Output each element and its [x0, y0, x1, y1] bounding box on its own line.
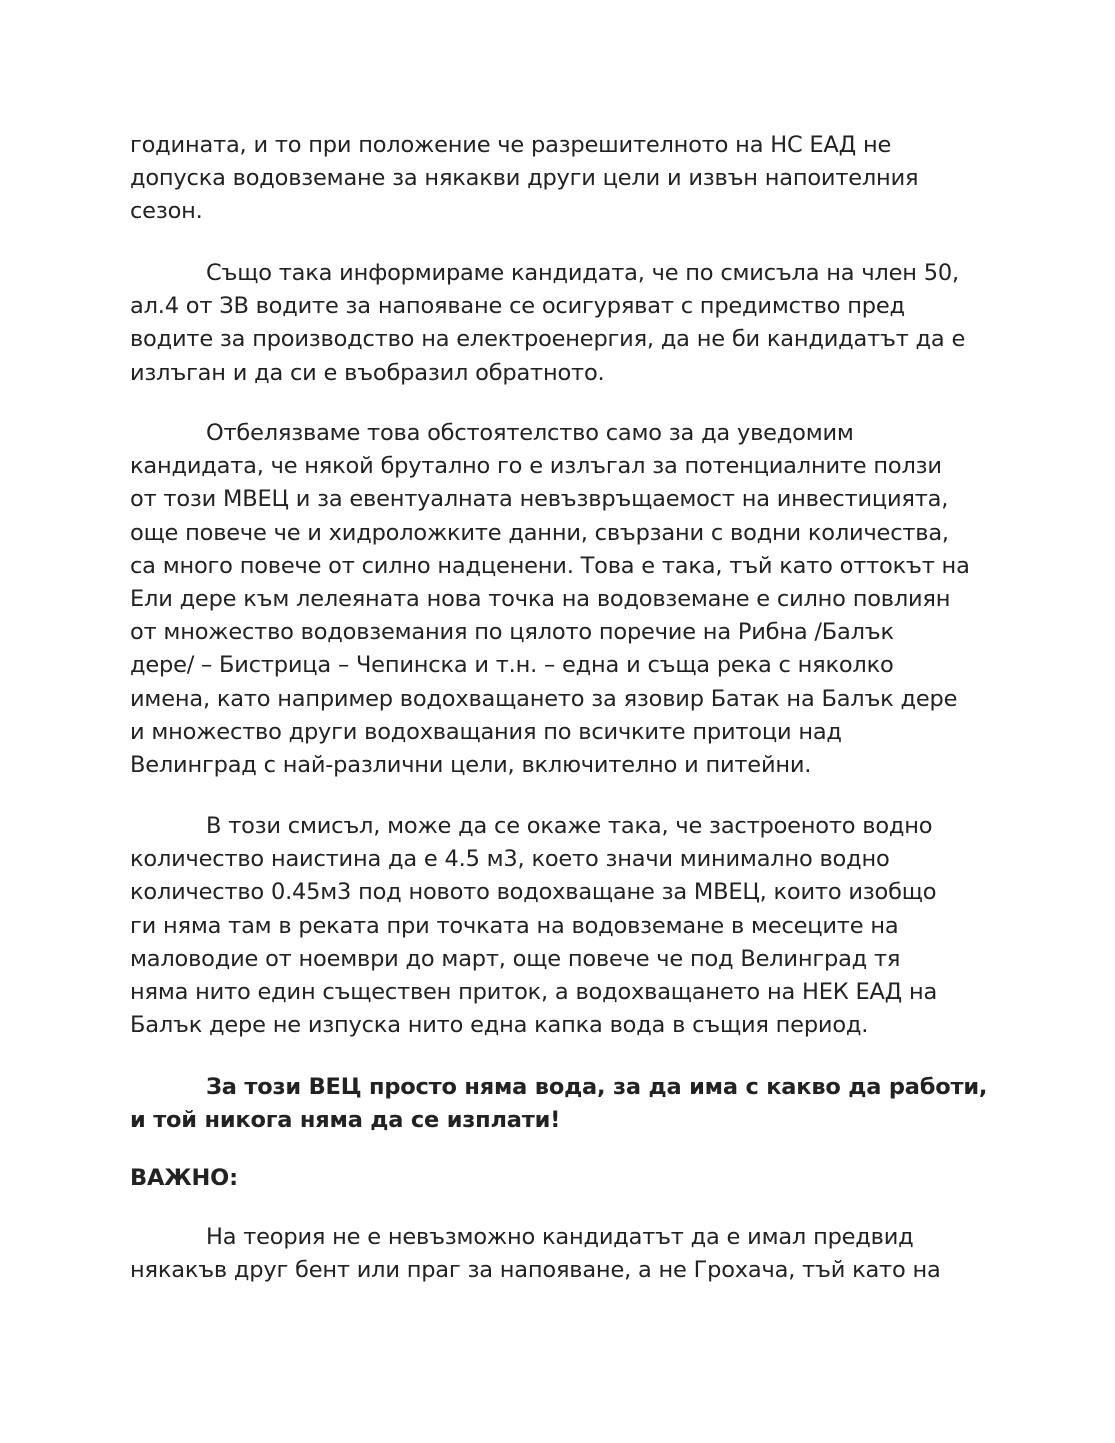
text-line: допуска водовземане за някакви други цели и извън напоителния — [130, 165, 919, 192]
paragraph-3 — [130, 417, 1000, 782]
text-line: и той никога няма да се изплати! — [130, 1107, 561, 1134]
text-line: няма нито един съществен приток, а водохващането на НЕК ЕАД на — [130, 979, 938, 1006]
text-line: и множество други водохващания по всичките притоци над — [130, 718, 842, 745]
paragraph-4 — [130, 810, 1000, 1042]
text-line: кандидата, че някой брутално го е излъгал за потенциалните ползи — [130, 453, 942, 480]
heading-text: ВАЖНО: — [130, 1165, 238, 1191]
section-heading-important — [130, 1162, 1000, 1195]
text-line: дере/ – Бистрица – Чепинска и т.н. – една и съща река с няколко — [130, 652, 894, 679]
text-line: В този смисъл, може да се окаже така, че застроеното водно — [206, 813, 933, 839]
text-line: ал.4 от ЗВ водите за напояване се осигуряват с предимство пред — [130, 293, 905, 320]
text-line: Също така информираме кандидата, че по смисъла на член 50, — [206, 260, 959, 286]
text-line: от множество водовземания по цялото поречие на Рибна /Балък — [130, 619, 894, 646]
text-line: още повече че и хидроложките данни, свързани с водни количества, — [130, 519, 949, 546]
text-line: Отбелязваме това обстоятелство само за да уведомим — [206, 420, 854, 446]
text-line: водите за производство на електроенергия, да не би кандидатът да е — [130, 326, 966, 353]
text-line: ги няма там в реката при точката на водовземане в месеците на — [130, 912, 899, 939]
text-line: излъган и да си е въобразил обратното. — [130, 359, 605, 386]
text-line: За този ВЕЦ просто няма вода, за да има с какво да работи, — [206, 1074, 988, 1100]
text-line: Велинград с най-различни цели, включително и питейни. — [130, 752, 812, 779]
paragraph-2 — [130, 257, 1000, 390]
text-line: Балък дере не изпуска нито една капка вода в същия период. — [130, 1012, 869, 1039]
emphasis-paragraph — [130, 1071, 1000, 1137]
text-line: Ели дере към лелеяната нова точка на водовземане е силно повлиян — [130, 586, 951, 613]
text-line: имена, като например водохващането за язовир Батак на Балък дере — [130, 685, 958, 712]
text-line: годината, и то при положение че разрешителното на НС ЕАД не — [130, 132, 892, 158]
paragraph-6 — [130, 1221, 1000, 1287]
text-line: На теория не е невъзможно кандидатът да е имал предвид — [206, 1224, 914, 1250]
text-line: сезон. — [130, 198, 203, 225]
text-line: някакъв друг бент или праг за напояване, а не Грохача, тъй като на — [130, 1257, 941, 1284]
text-line: са много повече от силно надценени. Това е така, тъй като оттокът на — [130, 552, 970, 579]
text-line: маловодие от ноември до март, още повече че под Велинград тя — [130, 945, 901, 972]
paragraph-1 — [130, 129, 1000, 229]
text-line: количество наистина да е 4.5 м3, което значи минимално водно — [130, 846, 890, 873]
text-line: количество 0.45м3 под новото водохващане за МВЕЦ, които изобщо — [130, 879, 937, 906]
text-line: от този МВЕЦ и за евентуалната невъзвръщаемост на инвестицията, — [130, 486, 949, 513]
